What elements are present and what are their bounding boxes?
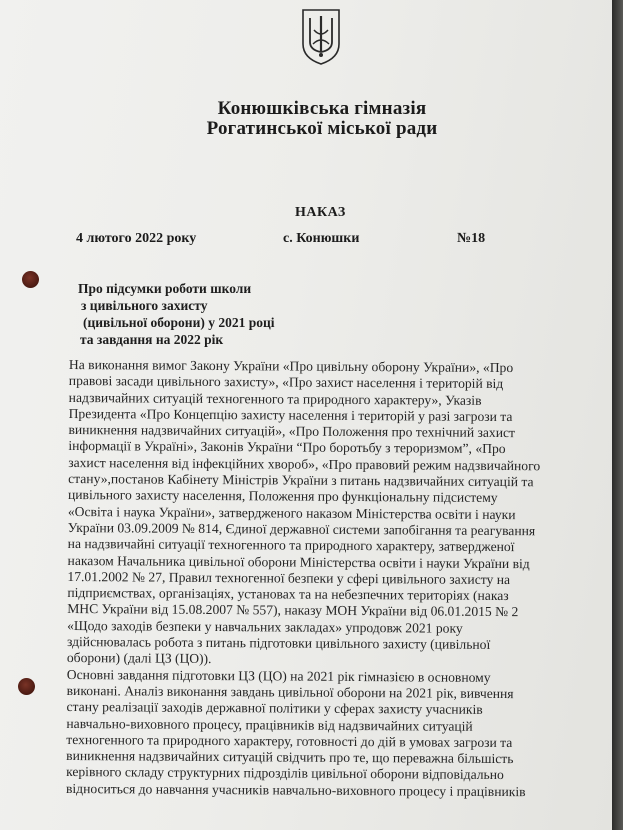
order-number: №18 xyxy=(457,231,486,246)
punch-hole xyxy=(22,271,39,288)
body-line: інформації в Україні», Законів України “Про боротьбу з тероризмом”, «Про xyxy=(68,438,506,457)
body-line: виникнення надзвичайних ситуацій», «Про Положення про технічний захист xyxy=(68,422,516,441)
school-council-name: Рогатинської міської ради xyxy=(206,118,438,139)
order-date: 4 лютого 2022 року xyxy=(76,231,197,246)
body-line: На виконання вимог Закону України «Про цивільну оборону України», «Про xyxy=(68,357,514,376)
body-line: Президента «Про Концепцію захисту населення і територій у разі загрози та xyxy=(68,405,513,424)
order-place: с. Конюшки xyxy=(283,231,360,246)
subject-line: та завдання на 2022 рік xyxy=(80,332,224,347)
body-line: України 03.09.2009 № 814, Єдиної державної системи запобігання та реагування xyxy=(67,519,536,539)
punch-hole xyxy=(18,678,35,695)
body-line: стану»,постанов Кабінету Міністрів України з питань надзвичайних ситуацій та xyxy=(68,471,534,490)
body-line: «Щодо заходів безпеки у навчальних закладах» упродовж 2021 року xyxy=(67,617,463,636)
body-line: керівного складу структурних підрозділів цивільної оборони відповідально xyxy=(66,764,504,783)
body-line: навчально-виховного процесу, працівників від надзвичайних ситуацій xyxy=(66,715,473,734)
body-line: наказом Начальника цивільної оборони Міністерства освіти і науки України від xyxy=(67,552,530,571)
body-line: оборони) (далі ЦЗ (ЦО)). xyxy=(66,650,212,667)
body-line: здійснювалась робота з питань підготовки цивільного захисту (цивільної xyxy=(66,634,491,652)
body-line: виконані. Аналіз виконання завдань цивільної оборони на 2021 рік, вивчення xyxy=(66,682,514,702)
order-body xyxy=(66,357,612,801)
background-edge xyxy=(612,0,623,830)
body-line: «Освіта і наука України», затвердженого наказом Міністерства освіти і науки xyxy=(67,503,516,522)
body-line: відноситься до навчання учасників навчально-виховного процесу і працівників xyxy=(65,780,526,799)
body-line: 17.01.2002 № 27, Правил техногенної безпеки у сфері цивільного захисту на xyxy=(67,568,511,587)
body-line: МНС України від 15.08.2007 № 557), наказу МОН України від 06.01.2015 № 2 xyxy=(67,601,519,620)
school-name: Конюшківська гімназія xyxy=(217,98,427,119)
body-line: захист населення від інфекційних хвороб», «Про правовий режим надзвичайного xyxy=(68,454,541,474)
subject-line: (цивільної оборони) у 2021 році xyxy=(83,315,275,330)
body-line: підприємствах, організаціях, установах та на небезпечних територіях (наказ xyxy=(67,585,509,604)
body-line: цивільного захисту населення, Положення про функціональну підсистему xyxy=(67,487,498,506)
body-line: техногенного та природного характеру, готовності до дій в умовах загрози та xyxy=(66,731,513,750)
body-line: на надзвичайні ситуації техногенного та природного характеру, затвердженої xyxy=(67,536,515,555)
order-subject xyxy=(78,280,275,348)
body-line: надзвичайних ситуацій техногенного та природного характеру», Указів xyxy=(68,389,482,408)
body-line: правові засади цивільного захисту», «Про захист населення і територій від xyxy=(68,373,504,392)
trident-emblem-icon xyxy=(300,8,342,66)
subject-line: з цивільного захисту xyxy=(81,298,208,313)
order-title: НАКАЗ xyxy=(295,205,346,220)
body-line: Основні завдання підготовки ЦЗ (ЦО) на 2021 рік гімназією в основному xyxy=(66,666,491,685)
subject-line: Про підсумки роботи школи xyxy=(78,281,252,296)
body-line: виникнення надзвичайних ситуацій свідчить про те, що переважна більшість xyxy=(66,748,514,767)
body-line: стану реалізації заходів державної політики у сферах захисту учасників xyxy=(66,699,483,718)
